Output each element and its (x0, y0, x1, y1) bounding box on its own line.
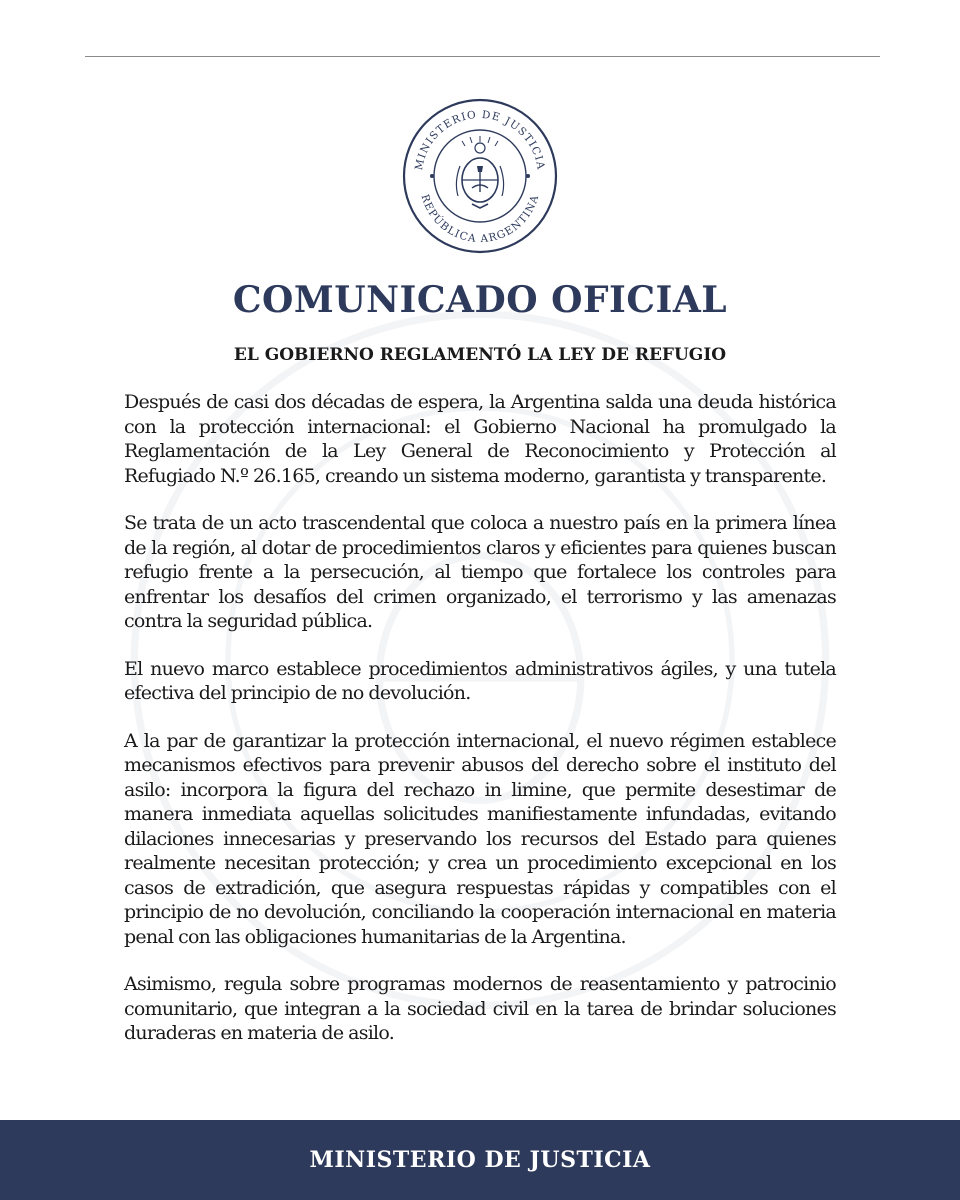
paragraph: Asimismo, regula sobre programas modernos de reasentamiento y patrocinio comunitario, que integran a la sociedad civil en la tarea de brindar soluciones duraderas en materia de asilo. (124, 973, 836, 1044)
page-subtitle: EL GOBIERNO REGLAMENTÓ LA LEY DE REFUGIO (233, 345, 727, 365)
paragraph: El nuevo marco establece procedimientos administrativos ágiles, y una tutela efectiva del principio de no devolución. (124, 657, 836, 704)
paragraph: Después de casi dos décadas de espera, la Argentina salda una deuda histórica con la protección internacional: el Gobierno Nacional ha promulgado la Reglamentación de la Ley General de Reconocimiento y Protección al Refugiado N.º 26.165, creando un sistema moderno, garantista y transparente. (124, 391, 836, 487)
top-divider (85, 56, 880, 57)
statement-body (124, 390, 836, 1069)
svg-text:REPÚBLICA ARGENTINA: REPÚBLICA ARGENTINA (418, 192, 542, 246)
paragraph: A la par de garantizar la protección internacional, el nuevo régimen establece mecanismos efectivos para prevenir abusos del derecho sobre el instituto del asilo: incorpora la figura del rechazo in limine, que permite desestimar de manera inmediata aquellas solicitudes manifiestamente infundadas, evitando dilaciones innecesarias y preservando los recursos del Estado para quienes realmente necesitan protección; y crea un procedimiento excepcional en los casos de extradición, que asegura respuestas rápidas y compatibles con el principio de no devolución, conciliando la cooperación internacional en materia penal con las obligaciones humanitarias de la Argentina. (124, 729, 836, 948)
paragraph: Se trata de un acto trascendental que coloca a nuestro país en la primera línea de la región, al dotar de procedimientos claros y eficientes para quienes buscan refugio frente a la persecución, al tiempo que fortalece los controles para enfrentar los desafíos del crimen organizado, el terrorismo y las amenazas contra la seguridad pública. (124, 512, 836, 632)
svg-text:MINISTERIO DE JUSTICIA: MINISTERIO DE JUSTICIA (413, 108, 547, 172)
page-title: COMUNICADO OFICIAL (232, 279, 728, 321)
ministry-seal (400, 96, 560, 256)
footer-label: MINISTERIO DE JUSTICIA (309, 1147, 651, 1173)
